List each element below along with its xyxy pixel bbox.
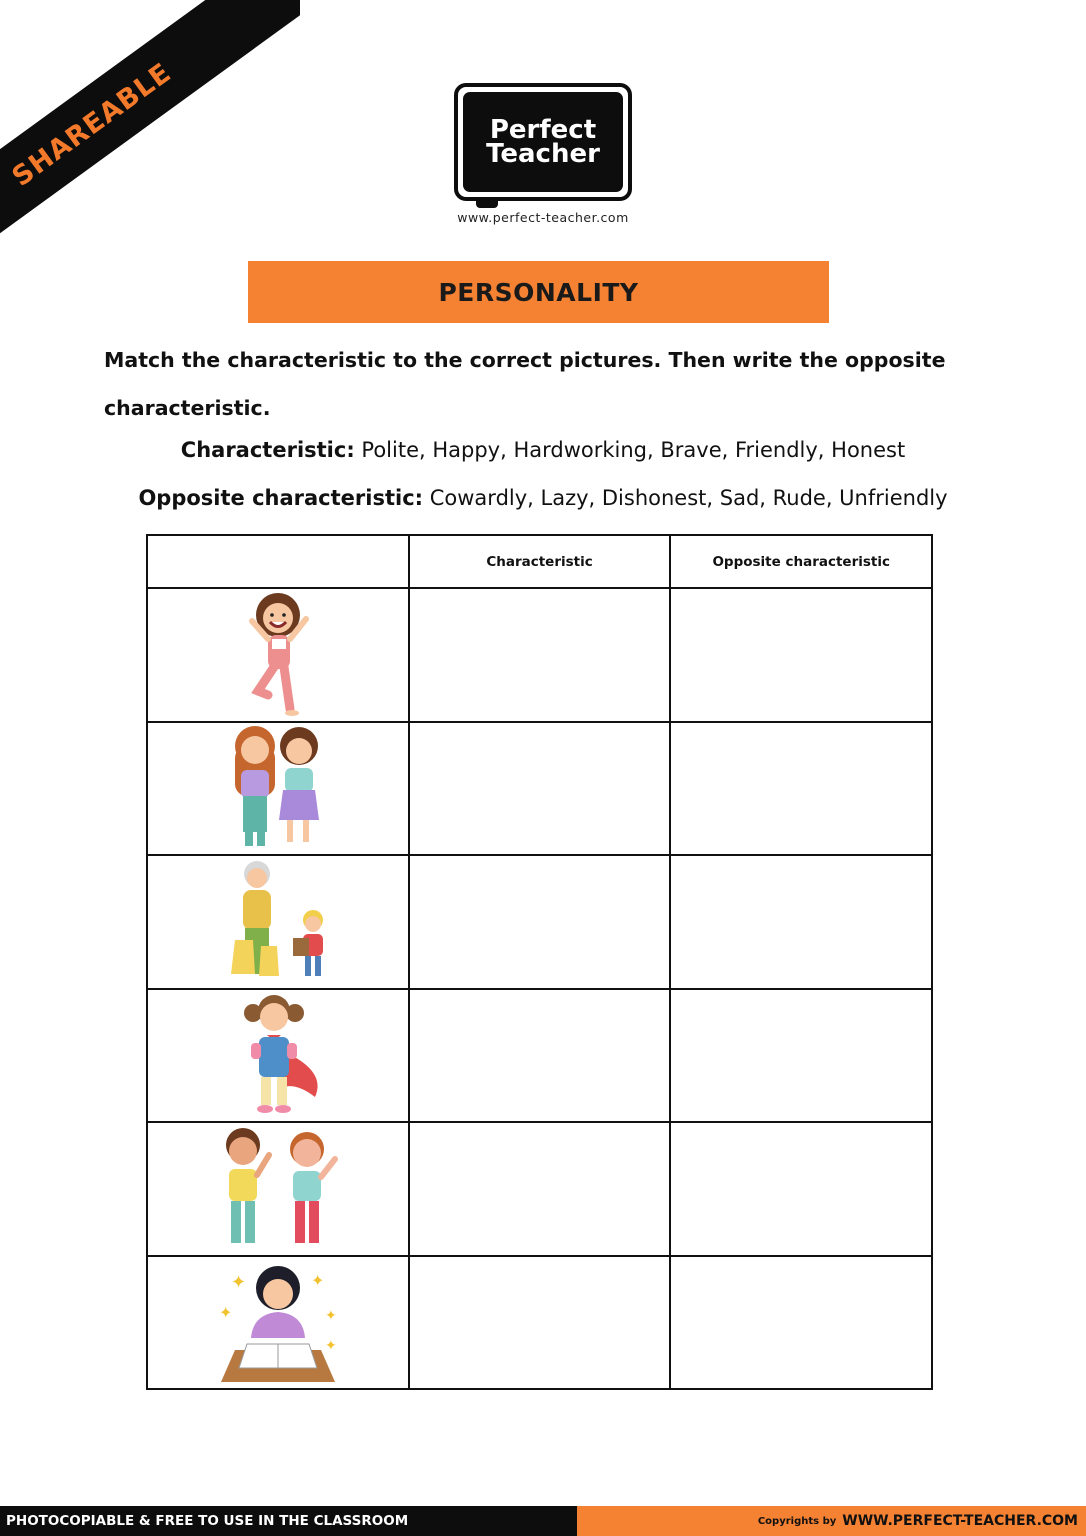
svg-text:✦: ✦ xyxy=(310,1271,325,1291)
logo xyxy=(454,83,632,203)
title-bar xyxy=(248,261,829,323)
superhero-girl-illustration xyxy=(223,991,333,1119)
opposite-answer-cell[interactable] xyxy=(670,588,932,722)
header-characteristic: Characteristic xyxy=(409,535,671,588)
instructions: Match the characteristic to the correct pictures. Then write the opposite characteristic. xyxy=(104,348,946,420)
characteristic-values: Polite, Happy, Hardworking, Brave, Friendly, Honest xyxy=(361,438,906,462)
picture-cell xyxy=(147,1256,409,1390)
opposite-label: Opposite characteristic: xyxy=(138,486,424,510)
footer-license: PHOTOCOPIABLE & FREE TO USE IN THE CLASSROOM xyxy=(0,1506,577,1536)
characteristic-answer-cell[interactable] xyxy=(409,588,671,722)
characteristic-answer-cell[interactable] xyxy=(409,989,671,1123)
characteristic-label: Characteristic: xyxy=(180,438,355,462)
table-header-row xyxy=(147,535,932,588)
ribbon-label: SHAREABLE xyxy=(6,56,177,193)
characteristic-answer-cell[interactable] xyxy=(409,855,671,989)
svg-text:✦: ✦ xyxy=(324,1308,337,1325)
worksheet-table xyxy=(146,534,933,1390)
logo-line-1: Perfect xyxy=(489,115,597,145)
picture-cell xyxy=(147,989,409,1123)
table-row xyxy=(147,855,932,989)
logo-line-2: Teacher xyxy=(486,139,600,169)
opposite-answer-cell[interactable] xyxy=(670,855,932,989)
table-row xyxy=(147,722,932,856)
table-row xyxy=(147,588,932,722)
two-girls-illustration xyxy=(213,724,343,852)
logo-url: www.perfect-teacher.com xyxy=(457,210,629,225)
opposite-answer-cell[interactable] xyxy=(670,989,932,1123)
corner-ribbon xyxy=(0,0,300,240)
table-row xyxy=(147,1256,932,1390)
picture-cell xyxy=(147,855,409,989)
copyright-prefix: Copyrights by xyxy=(757,1515,837,1527)
studying-girl-illustration xyxy=(213,1258,343,1386)
header-opposite: Opposite characteristic xyxy=(670,535,932,588)
characteristic-list xyxy=(0,438,1086,462)
footer xyxy=(0,1506,1086,1536)
opposite-answer-cell[interactable] xyxy=(670,722,932,856)
picture-cell xyxy=(147,588,409,722)
helping-grandma-illustration xyxy=(213,858,343,986)
table-row xyxy=(147,989,932,1123)
svg-text:✦: ✦ xyxy=(230,1272,246,1294)
waving-kids-illustration xyxy=(203,1125,353,1253)
opposite-list xyxy=(0,486,1086,510)
svg-text:✦: ✦ xyxy=(324,1338,337,1355)
opposite-answer-cell[interactable] xyxy=(670,1256,932,1390)
footer-copyright xyxy=(577,1506,1086,1536)
picture-cell xyxy=(147,722,409,856)
table-row xyxy=(147,1122,932,1256)
svg-text:✦: ✦ xyxy=(218,1303,233,1323)
characteristic-answer-cell[interactable] xyxy=(409,1256,671,1390)
opposite-answer-cell[interactable] xyxy=(670,1122,932,1256)
characteristic-answer-cell[interactable] xyxy=(409,1122,671,1256)
characteristic-answer-cell[interactable] xyxy=(409,722,671,856)
page-title: PERSONALITY xyxy=(438,277,639,307)
picture-cell xyxy=(147,1122,409,1256)
header-picture xyxy=(147,535,409,588)
copyright-site: WWW.PERFECT-TEACHER.COM xyxy=(842,1513,1078,1529)
opposite-values: Cowardly, Lazy, Dishonest, Sad, Rude, Unfriendly xyxy=(429,486,948,510)
jumping-girl-illustration xyxy=(228,591,328,719)
